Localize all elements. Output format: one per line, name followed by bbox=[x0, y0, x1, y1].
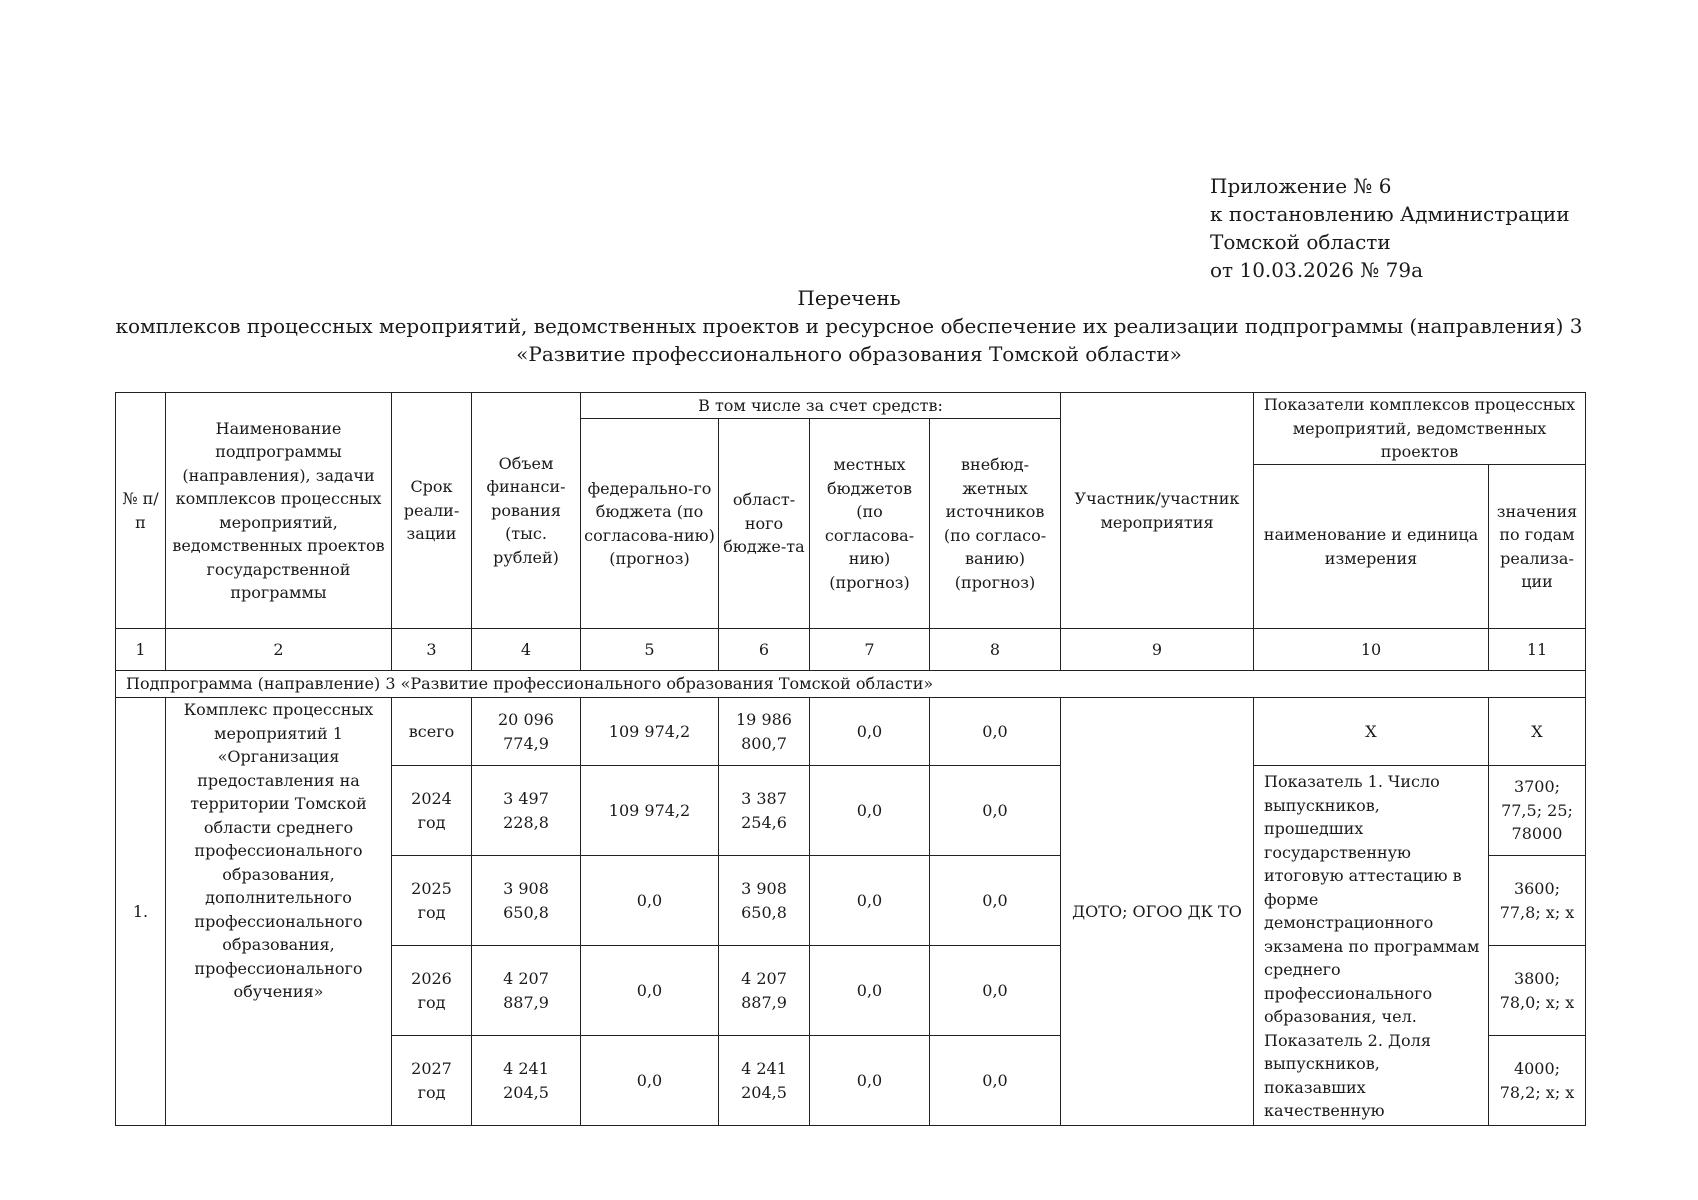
total-value-part: 3 908 bbox=[503, 879, 549, 898]
appendix-line: к постановлению Администрации bbox=[1210, 202, 1570, 226]
header-indicator-values: значения по годам реализа-ции bbox=[1489, 465, 1586, 629]
local-cell: 0,0 bbox=[810, 946, 930, 1036]
indicator-values-cell: 4000; 78,2; х; х bbox=[1489, 1036, 1586, 1126]
title-line: «Развитие профессионального образования Томской области» bbox=[516, 342, 1182, 366]
regional-cell bbox=[719, 946, 810, 1036]
regional-cell bbox=[719, 1036, 810, 1126]
title-line: Перечень bbox=[797, 286, 901, 310]
appendix-block bbox=[1210, 172, 1570, 284]
period-part: год bbox=[417, 992, 446, 1012]
column-number-row bbox=[116, 629, 1586, 671]
header-indicators-group: Показатели комплексов процессных мероприятий, ведомственных проектов bbox=[1254, 393, 1586, 465]
regional-value-part: 19 986 bbox=[736, 710, 792, 729]
federal-cell: 109 974,2 bbox=[581, 698, 719, 766]
extra-cell: 0,0 bbox=[930, 766, 1061, 856]
total-value-part: 204,5 bbox=[503, 1082, 549, 1102]
appendix-line: от 10.03.2026 № 79а bbox=[1210, 258, 1423, 282]
regional-value-part: 254,6 bbox=[741, 812, 787, 832]
total-value-part: 3 497 bbox=[503, 789, 549, 808]
total-value-part: 228,8 bbox=[503, 812, 549, 832]
title-line: комплексов процессных мероприятий, ведомственных проектов и ресурсное обеспечение их реализации подпрограммы (направления) 3 bbox=[115, 314, 1583, 338]
total-value-part: 650,8 bbox=[503, 902, 549, 922]
regional-value-part: 204,5 bbox=[741, 1082, 787, 1102]
indicator-values-cell: 3800; 78,0; х; х bbox=[1489, 946, 1586, 1036]
header-participant: Участник/участник мероприятия bbox=[1061, 393, 1254, 629]
appendix-line: Томской области bbox=[1210, 230, 1391, 254]
period-part: год bbox=[417, 812, 446, 832]
period-cell bbox=[392, 766, 472, 856]
total-cell bbox=[472, 946, 581, 1036]
federal-cell: 109 974,2 bbox=[581, 766, 719, 856]
header-regional: област-ного бюдже-та bbox=[719, 419, 810, 629]
column-number: 7 bbox=[810, 629, 930, 671]
column-number: 9 bbox=[1061, 629, 1254, 671]
period-part: год bbox=[417, 1082, 446, 1102]
participant-cell: ДОТО; ОГОО ДК ТО bbox=[1061, 698, 1254, 1126]
extra-cell: 0,0 bbox=[930, 698, 1061, 766]
appendix-line: Приложение № 6 bbox=[1210, 174, 1392, 198]
total-value-part: 4 207 bbox=[503, 969, 549, 988]
local-cell: 0,0 bbox=[810, 856, 930, 946]
regional-value-part: 4 241 bbox=[741, 1059, 787, 1078]
funding-table bbox=[115, 392, 1586, 1126]
column-number: 6 bbox=[719, 629, 810, 671]
period-cell: всего bbox=[392, 698, 472, 766]
period-part: 2027 bbox=[411, 1059, 452, 1078]
federal-cell: 0,0 bbox=[581, 856, 719, 946]
header-extra: внебюд-жетных источников (по согласо-ванию) (прогноз) bbox=[930, 419, 1061, 629]
period-cell bbox=[392, 1036, 472, 1126]
regional-value-part: 3 387 bbox=[741, 789, 787, 808]
column-number: 3 bbox=[392, 629, 472, 671]
regional-value-part: 3 908 bbox=[741, 879, 787, 898]
item-name: Комплекс процессных мероприятий 1 «Организация предоставления на территории Томской области среднего профессионального образования, дополнительного профессионального образования, профессионального обучения» bbox=[166, 698, 392, 1126]
regional-cell bbox=[719, 698, 810, 766]
regional-value-part: 650,8 bbox=[741, 902, 787, 922]
total-cell bbox=[472, 856, 581, 946]
indicator-name-cell: Х bbox=[1254, 698, 1489, 766]
header-total: Объем финанси-рования (тыс. рублей) bbox=[472, 393, 581, 629]
column-number: 5 bbox=[581, 629, 719, 671]
section-row bbox=[116, 671, 1586, 698]
header-local: местных бюджетов (по согласова-нию) (прогноз) bbox=[810, 419, 930, 629]
column-number: 10 bbox=[1254, 629, 1489, 671]
header-funding-group: В том числе за счет средств: bbox=[581, 393, 1061, 419]
column-number: 1 bbox=[116, 629, 166, 671]
extra-cell: 0,0 bbox=[930, 1036, 1061, 1126]
document-title bbox=[0, 284, 1698, 368]
header-federal: федерально-го бюджета (по согласова-нию) (прогноз) bbox=[581, 419, 719, 629]
total-value-part: 4 241 bbox=[503, 1059, 549, 1078]
local-cell: 0,0 bbox=[810, 766, 930, 856]
local-cell: 0,0 bbox=[810, 698, 930, 766]
total-value-part: 774,9 bbox=[503, 733, 549, 753]
table-row bbox=[116, 698, 1586, 766]
period-part: год bbox=[417, 902, 446, 922]
header-indicator-name: наименование и единица измерения bbox=[1254, 465, 1489, 629]
column-number: 2 bbox=[166, 629, 392, 671]
section-title: Подпрограмма (направление) 3 «Развитие профессионального образования Томской области» bbox=[116, 671, 1586, 698]
indicator-values-cell: 3700; 77,5; 25; 78000 bbox=[1489, 766, 1586, 856]
regional-value-part: 800,7 bbox=[741, 733, 787, 753]
period-part: 2026 bbox=[411, 969, 452, 988]
period-part: 2024 bbox=[411, 789, 452, 808]
period-part: 2025 bbox=[411, 879, 452, 898]
column-number: 4 bbox=[472, 629, 581, 671]
regional-value-part: 4 207 bbox=[741, 969, 787, 988]
column-number: 11 bbox=[1489, 629, 1586, 671]
column-number: 8 bbox=[930, 629, 1061, 671]
total-cell bbox=[472, 766, 581, 856]
indicator-values-cell: Х bbox=[1489, 698, 1586, 766]
local-cell: 0,0 bbox=[810, 1036, 930, 1126]
federal-cell: 0,0 bbox=[581, 946, 719, 1036]
extra-cell: 0,0 bbox=[930, 856, 1061, 946]
header-name: Наименование подпрограммы (направления), задачи комплексов процессных мероприятий, ведомственных проектов государственной программы bbox=[166, 393, 392, 629]
total-value-part: 887,9 bbox=[503, 992, 549, 1012]
regional-cell bbox=[719, 766, 810, 856]
indicator-values-cell: 3600; 77,8; х; х bbox=[1489, 856, 1586, 946]
header-period: Срок реали-зации bbox=[392, 393, 472, 629]
regional-value-part: 887,9 bbox=[741, 992, 787, 1012]
regional-cell bbox=[719, 856, 810, 946]
item-number: 1. bbox=[116, 698, 166, 1126]
period-cell bbox=[392, 856, 472, 946]
total-value-part: 20 096 bbox=[498, 710, 554, 729]
header-number: № п/п bbox=[116, 393, 166, 629]
total-cell bbox=[472, 1036, 581, 1126]
federal-cell: 0,0 bbox=[581, 1036, 719, 1126]
period-cell bbox=[392, 946, 472, 1036]
total-cell bbox=[472, 698, 581, 766]
indicator-description: Показатель 1. Число выпускников, прошедших государственную итоговую аттестацию в форме демонстрационного экзамена по программам среднего профессионального образования, чел. Показатель 2. Доля выпускников, показавших качественную bbox=[1254, 766, 1489, 1126]
extra-cell: 0,0 bbox=[930, 946, 1061, 1036]
